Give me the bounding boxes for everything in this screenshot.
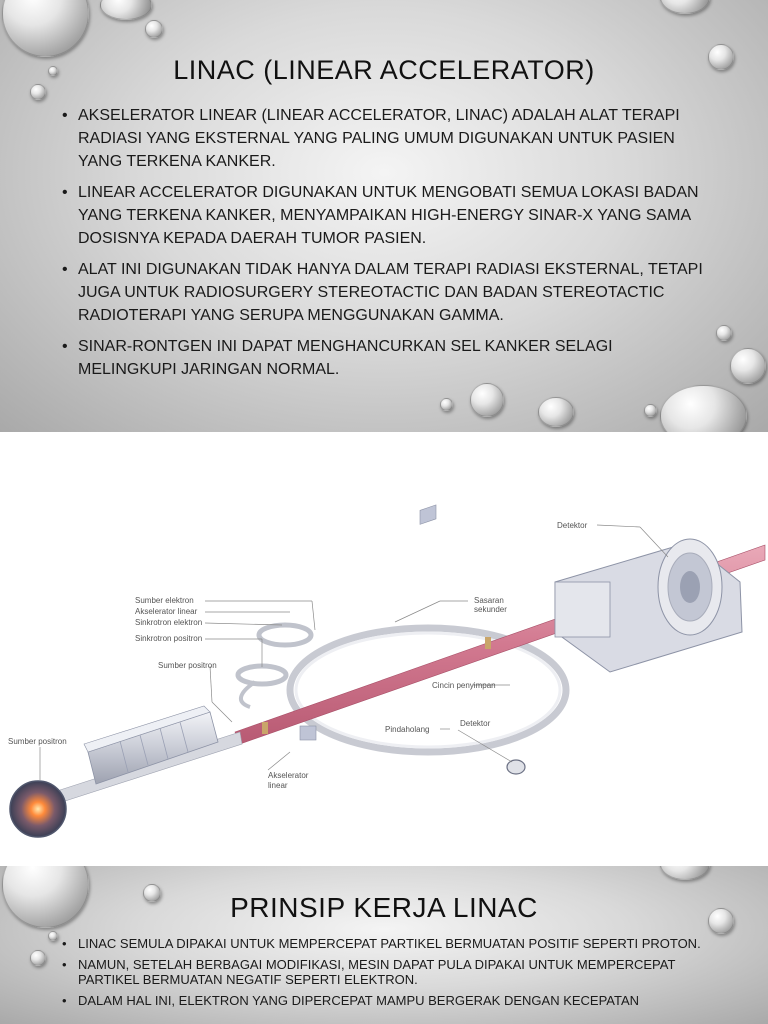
bullet-list [62, 104, 712, 389]
bullet-item: • AKSELERATOR LINEAR (LINEAR ACCELERATOR, LINAC) ADALAH ALAT TERAPI RADIASI YANG EKSTERNAL YANG PALING UMUM DIGUNAKAN UNTUK PASIEN YANG TERKENA KANKER. [62, 104, 712, 173]
water-drop-decoration [716, 325, 732, 341]
label-sinkrotron-positron: Sinkrotron positron [135, 634, 203, 643]
water-drop-decoration [644, 404, 657, 417]
label-detektor-top: Detektor [557, 521, 588, 530]
water-drop-decoration [100, 0, 152, 20]
label-sumber-elektron: Sumber elektron [135, 596, 194, 605]
water-drop-decoration [30, 84, 46, 100]
label-pindaholang: Pindaholang [385, 725, 430, 734]
bullet-item: • SINAR-RONTGEN INI DAPAT MENGHANCURKAN SEL KANKER SELAGI MELINGKUPI JARINGAN NORMAL. [62, 335, 712, 381]
label-linear: linear [268, 781, 288, 790]
beam-marker [420, 505, 436, 525]
water-drop-decoration [538, 397, 574, 427]
slide-title: PRINSIP KERJA LINAC [230, 892, 538, 923]
ring-detector [507, 760, 525, 774]
water-drop-decoration [660, 0, 710, 14]
beam-marker [485, 637, 491, 649]
slide-title: LINAC (LINEAR ACCELERATOR) [173, 55, 595, 85]
bullet-item: • DALAM HAL INI, ELEKTRON YANG DIPERCEPAT MAMPU BERGERAK DENGAN KECEPATAN [62, 993, 712, 1008]
transfer-line [241, 682, 255, 707]
label-akselerator: Akselerator [268, 771, 309, 780]
bullet-item: • LINEAR ACCELERATOR DIGUNAKAN UNTUK MENGOBATI SEMUA LOKASI BADAN YANG TERKENA KANKER, MENYAMPAIKAN HIGH-ENERGY SINAR-X YANG SAMA DOSISNYA KEPADA DAERAH TUMOR PASIEN. [62, 181, 712, 250]
slide-linac-principle [0, 866, 768, 1024]
electron-synchrotron [259, 625, 311, 645]
water-drop-decoration [730, 348, 766, 384]
label-sasaran: Sasaran [474, 596, 504, 605]
label-akselerator-linear: Akselerator linear [135, 607, 198, 616]
water-drop-decoration [48, 931, 58, 941]
water-drop-decoration [30, 950, 46, 966]
water-drop-decoration [660, 866, 710, 880]
bullet-item: • NAMUN, SETELAH BERBAGAI MODIFIKASI, MESIN DAPAT PULA DIPAKAI UNTUK MEMPERCEPAT PARTIKEL BERMUATAN NEGATIF SEPERTI ELEKTRON. [62, 957, 712, 987]
label-cincin-penyimpan: Cincin penyimpan [432, 681, 496, 690]
accelerator-diagram [0, 432, 768, 866]
label-sinkrotron-elektron: Sinkrotron elektron [135, 618, 203, 627]
water-drop-decoration [660, 385, 747, 432]
accelerator-diagram-slide [0, 432, 768, 866]
bullet-item: • ALAT INI DIGUNAKAN TIDAK HANYA DALAM TERAPI RADIASI EKSTERNAL, TETAPI JUGA UNTUK RADIOSURGERY STEREOTACTIC DAN BADAN STEREOTACTIC RADIOTERAPI YANG SERUPA MENGGUNAKAN GAMMA. [62, 258, 712, 327]
label-sumber-positron-left: Sumber positron [8, 737, 67, 746]
beam-marker [262, 722, 268, 734]
water-drop-decoration [2, 0, 89, 57]
slide-linac-intro [0, 0, 768, 432]
bullet-list [62, 936, 712, 1014]
water-drop-decoration [440, 398, 453, 411]
label-sumber-positron-top: Sumber positron [158, 661, 217, 670]
label-sekunder: sekunder [474, 605, 507, 614]
label-detektor-bottom: Detektor [460, 719, 491, 728]
positron-source [10, 781, 66, 837]
positron-synchrotron [238, 666, 286, 684]
water-drop-decoration [145, 20, 163, 38]
bullet-item: • LINAC SEMULA DIPAKAI UNTUK MEMPERCEPAT PARTIKEL BERMUATAN POSITIF SEPERTI PROTON. [62, 936, 712, 951]
beam-marker [300, 726, 316, 740]
detector-housing [555, 539, 742, 672]
